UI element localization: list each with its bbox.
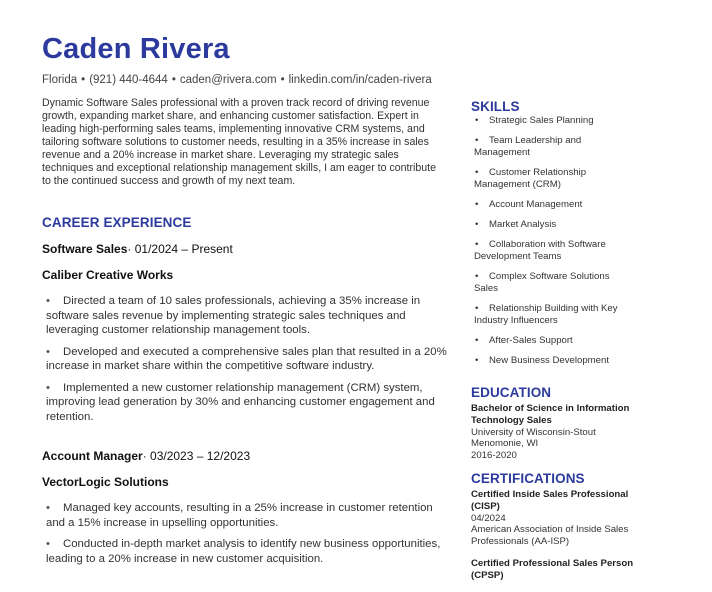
bullet-dot: •: [46, 345, 50, 358]
job-bullet: • Managed key accounts, resulting in a 25% increase in customer retention and a 15% increase in upselling opportunities.: [46, 502, 433, 529]
job-bullets: [42, 501, 452, 566]
certification-entry: [471, 489, 641, 548]
education-location: Menomonie, WI: [471, 438, 539, 450]
education-section-title: EDUCATION: [471, 385, 552, 400]
bullet-dot: •: [46, 502, 50, 514]
certification-entry: [471, 558, 641, 582]
contact-linkedin[interactable]: linkedin.com/in/caden-rivera: [288, 74, 432, 86]
skill-item: • Account Management: [475, 199, 583, 210]
job-dates: 03/2023 – 12/2023: [150, 449, 251, 463]
contact-separator: •: [81, 74, 86, 86]
skill-item: • Team Leadership and Management: [474, 135, 582, 158]
job-company: Caliber Creative Works: [42, 268, 174, 282]
skills-section-title: SKILLS: [471, 99, 520, 114]
contact-line: [42, 74, 432, 86]
job-bullets: [42, 294, 452, 424]
job-heading: Account Manager· 03/2023 – 12/2023: [42, 449, 251, 463]
education-dates: 2016-2020: [471, 450, 517, 462]
job-entry: [42, 449, 452, 573]
job-dates: 01/2024 – Present: [134, 242, 233, 256]
skill-item: • Collaboration with Software Development Teams: [474, 239, 606, 262]
job-bullet: • Conducted in-depth market analysis to identify new business opportunities, leading to a 20% increase in new customer acquisition.: [46, 538, 441, 565]
skill-item: • Relationship Building with Key Industry Influencers: [474, 303, 618, 326]
certification-name: Certified Professional Sales Person (CPSP): [471, 557, 634, 581]
skill-item: • After-Sales Support: [475, 335, 573, 346]
job-bullet: • Developed and executed a comprehensive sales plan that resulted in a 20% increase in market share within the competitive software industry.: [46, 345, 447, 372]
job-role: Account Manager: [42, 449, 143, 463]
job-bullet: • Directed a team of 10 sales professionals, achieving a 35% increase in software sales revenue by implementing strategic sales techniques and leveraging customer relationship management tools.: [46, 295, 421, 336]
job-bullet: • Implemented a new customer relationship management (CRM) system, improving lead generation by 30% and enhancing customer engagement and retention.: [46, 381, 435, 423]
skill-item: • Market Analysis: [475, 219, 557, 230]
education-school: University of Wisconsin-Stout: [471, 426, 596, 438]
job-entry: [42, 242, 452, 431]
education-degree: Bachelor of Science in Information Technology Sales: [471, 403, 630, 426]
summary-paragraph: Dynamic Software Sales professional with a proven track record of driving revenue growth, expanding market share, and enhancing customer satisfaction. Expert in leading high-performing sales teams, implementing innovative CRM systems, and tailoring software solutions to customer needs, resulting in a 35% increase in sales revenue and a 20% increase in market share. Leveraging my strategic sales techniques and exceptional relationship management skills, I am eager to contribute to the continued success and growth of my next team.: [42, 97, 436, 187]
job-company: VectorLogic Solutions: [42, 475, 169, 489]
job-heading: Software Sales· 01/2024 – Present: [42, 242, 233, 256]
skill-item: • New Business Development: [475, 355, 609, 366]
skill-item: • Complex Software Solutions Sales: [474, 271, 610, 294]
contact-email[interactable]: caden@rivera.com: [179, 74, 277, 86]
candidate-name: Caden Rivera: [42, 33, 230, 65]
certifications-list: [471, 489, 641, 592]
job-role: Software Sales: [42, 242, 128, 256]
contact-location: Florida: [42, 74, 78, 86]
contact-separator: •: [280, 74, 285, 86]
certification-name: Certified Inside Sales Professional (CISP): [471, 489, 629, 512]
career-section-title: CAREER EXPERIENCE: [42, 215, 192, 230]
skills-list: [474, 115, 634, 375]
bullet-dot: •: [46, 538, 50, 550]
certifications-section-title: CERTIFICATIONS: [471, 471, 585, 486]
contact-phone: (921) 440-4644: [89, 74, 168, 86]
certification-date: 04/2024: [471, 512, 506, 524]
certification-issuer: American Association of Inside Sales Professionals (AA-ISP): [471, 524, 629, 548]
bullet-dot: •: [46, 381, 50, 394]
contact-separator: •: [171, 74, 176, 86]
bullet-dot: •: [46, 295, 50, 307]
education-entry: [471, 403, 641, 462]
skill-item: • Customer Relationship Management (CRM): [474, 167, 587, 190]
skill-item: • Strategic Sales Planning: [475, 115, 594, 126]
